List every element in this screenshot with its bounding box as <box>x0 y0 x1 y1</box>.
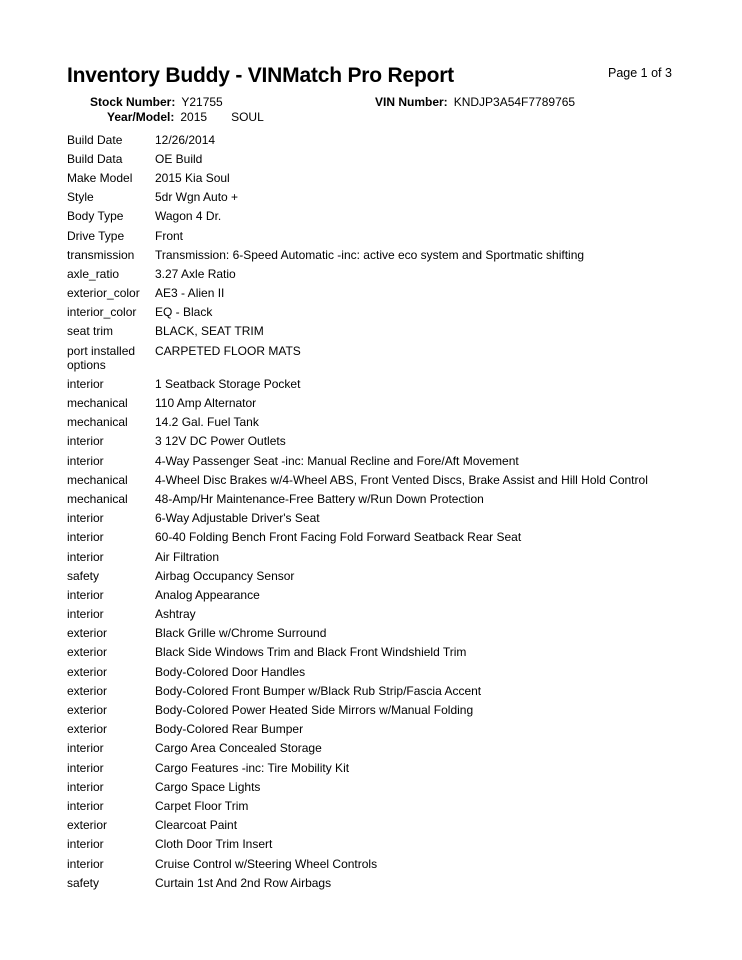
spec-category: mechanical <box>67 491 128 506</box>
spec-category: seat trim <box>67 324 114 339</box>
spec-row <box>67 341 707 374</box>
spec-row <box>67 245 707 264</box>
spec-category: exterior <box>67 626 108 641</box>
spec-category: interior <box>67 607 104 622</box>
spec-row <box>67 432 707 451</box>
spec-category: Style <box>67 190 94 205</box>
spec-value: EQ - Black <box>155 305 213 320</box>
spec-category: Build Data <box>67 151 123 166</box>
spec-category: exterior <box>67 664 108 679</box>
spec-value: Body-Colored Front Bumper w/Black Rub Strip/Fascia Accent <box>155 683 482 698</box>
spec-row <box>67 566 707 585</box>
spec-row <box>67 264 707 283</box>
spec-row <box>67 284 707 303</box>
year-model <box>107 110 264 124</box>
spec-row <box>67 835 707 854</box>
spec-value: 3.27 Axle Ratio <box>155 266 236 281</box>
spec-category: interior_color <box>67 305 137 320</box>
model-value: SOUL <box>231 110 264 124</box>
spec-category: mechanical <box>67 396 128 411</box>
spec-row <box>67 873 707 892</box>
spec-value: Cargo Space Lights <box>155 779 261 794</box>
spec-category: Build Date <box>67 132 123 147</box>
spec-row <box>67 777 707 796</box>
spec-value: Body-Colored Power Heated Side Mirrors w/Manual Folding <box>155 703 474 718</box>
spec-value: Cargo Features -inc: Tire Mobility Kit <box>155 760 350 775</box>
spec-row <box>67 413 707 432</box>
stock-number-label: Stock Number: <box>90 95 176 109</box>
spec-category: interior <box>67 779 104 794</box>
stock-number <box>90 95 223 109</box>
spec-row <box>67 509 707 528</box>
spec-category: interior <box>67 760 104 775</box>
spec-value: 5dr Wgn Auto + <box>155 190 239 205</box>
spec-row <box>67 681 707 700</box>
vin-number <box>375 95 575 109</box>
spec-row <box>67 854 707 873</box>
spec-value: Cargo Area Concealed Storage <box>155 741 322 756</box>
spec-value: Black Side Windows Trim and Black Front Windshield Trim <box>155 645 467 660</box>
spec-value: 60-40 Folding Bench Front Facing Fold Forward Seatback Rear Seat <box>155 530 522 545</box>
spec-value: Analog Appearance <box>155 587 260 602</box>
spec-value: AE3 - Alien II <box>155 286 225 301</box>
spec-value: Transmission: 6-Speed Automatic -inc: active eco system and Sportmatic shifting <box>155 247 585 262</box>
spec-row <box>67 188 707 207</box>
page-number: Page 1 of 3 <box>608 66 672 80</box>
spec-row <box>67 662 707 681</box>
spec-category: safety <box>67 568 100 583</box>
spec-row <box>67 374 707 393</box>
spec-category: interior <box>67 376 104 391</box>
spec-value: 3 12V DC Power Outlets <box>155 434 286 449</box>
spec-value: 48-Amp/Hr Maintenance-Free Battery w/Run Down Protection <box>155 491 484 506</box>
stock-number-value: Y21755 <box>181 95 223 109</box>
spec-row <box>67 720 707 739</box>
spec-category: interior <box>67 798 104 813</box>
spec-value: Ashtray <box>155 607 196 622</box>
spec-value: Curtain 1st And 2nd Row Airbags <box>155 875 332 890</box>
spec-value: Body-Colored Rear Bumper <box>155 722 304 737</box>
spec-row <box>67 643 707 662</box>
spec-category: interior <box>67 511 104 526</box>
spec-category: mechanical <box>67 472 128 487</box>
spec-row <box>67 739 707 758</box>
spec-value: Body-Colored Door Handles <box>155 664 306 679</box>
spec-value: Front <box>155 228 184 243</box>
spec-row <box>67 303 707 322</box>
spec-value: Airbag Occupancy Sensor <box>155 568 295 583</box>
spec-row <box>67 207 707 226</box>
spec-category: transmission <box>67 247 135 262</box>
spec-value: 110 Amp Alternator <box>155 396 257 411</box>
spec-row <box>67 322 707 341</box>
spec-row <box>67 451 707 470</box>
spec-category: interior <box>67 549 104 564</box>
spec-category: exterior <box>67 818 108 833</box>
spec-value: Cruise Control w/Steering Wheel Controls <box>155 856 378 871</box>
year-model-label: Year/Model: <box>107 110 175 124</box>
spec-category: port installed options <box>67 343 136 372</box>
spec-row <box>67 130 707 149</box>
vin-number-label: VIN Number: <box>375 95 448 109</box>
spec-row <box>67 528 707 547</box>
spec-value: 1 Seatback Storage Pocket <box>155 376 301 391</box>
spec-row <box>67 393 707 412</box>
spec-row <box>67 758 707 777</box>
spec-category: interior <box>67 434 104 449</box>
spec-value: OE Build <box>155 151 203 166</box>
spec-category: exterior_color <box>67 286 140 301</box>
spec-category: interior <box>67 856 104 871</box>
spec-category: interior <box>67 453 104 468</box>
spec-row <box>67 470 707 489</box>
spec-category: Body Type <box>67 209 124 224</box>
spec-row <box>67 816 707 835</box>
spec-row <box>67 226 707 245</box>
spec-value: BLACK, SEAT TRIM <box>155 324 264 339</box>
spec-category: interior <box>67 741 104 756</box>
spec-value: CARPETED FLOOR MATS <box>155 343 301 358</box>
spec-value: Black Grille w/Chrome Surround <box>155 626 327 641</box>
spec-row <box>67 700 707 719</box>
spec-value: Clearcoat Paint <box>155 818 238 833</box>
spec-category: safety <box>67 875 100 890</box>
spec-category: interior <box>67 587 104 602</box>
spec-row <box>67 547 707 566</box>
spec-category: Drive Type <box>67 228 125 243</box>
spec-category: exterior <box>67 683 108 698</box>
spec-row <box>67 624 707 643</box>
spec-row <box>67 605 707 624</box>
spec-value: 12/26/2014 <box>155 132 216 147</box>
spec-category: Make Model <box>67 170 133 185</box>
spec-row <box>67 585 707 604</box>
spec-value: 6-Way Adjustable Driver's Seat <box>155 511 320 526</box>
spec-category: exterior <box>67 703 108 718</box>
spec-value: Wagon 4 Dr. <box>155 209 222 224</box>
spec-value: 14.2 Gal. Fuel Tank <box>155 415 259 430</box>
spec-category: exterior <box>67 645 108 660</box>
spec-value: Air Filtration <box>155 549 220 564</box>
spec-row <box>67 149 707 168</box>
spec-category: mechanical <box>67 415 128 430</box>
spec-category: exterior <box>67 722 108 737</box>
vin-number-value: KNDJP3A54F7789765 <box>453 95 576 109</box>
spec-list <box>67 130 707 892</box>
spec-category: interior <box>67 837 104 852</box>
spec-category: axle_ratio <box>67 266 120 281</box>
report-title: Inventory Buddy - VINMatch Pro Report <box>67 64 454 87</box>
spec-value: Carpet Floor Trim <box>155 798 249 813</box>
spec-category: interior <box>67 530 104 545</box>
spec-value: 4-Wheel Disc Brakes w/4-Wheel ABS, Front Vented Discs, Brake Assist and Hill Hold Control <box>155 472 648 487</box>
spec-row <box>67 489 707 508</box>
spec-value: 2015 Kia Soul <box>155 170 230 185</box>
spec-row <box>67 796 707 815</box>
spec-row <box>67 168 707 187</box>
year-value: 2015 <box>180 110 208 124</box>
spec-value: Cloth Door Trim Insert <box>155 837 273 852</box>
spec-value: 4-Way Passenger Seat -inc: Manual Recline and Fore/Aft Movement <box>155 453 519 468</box>
